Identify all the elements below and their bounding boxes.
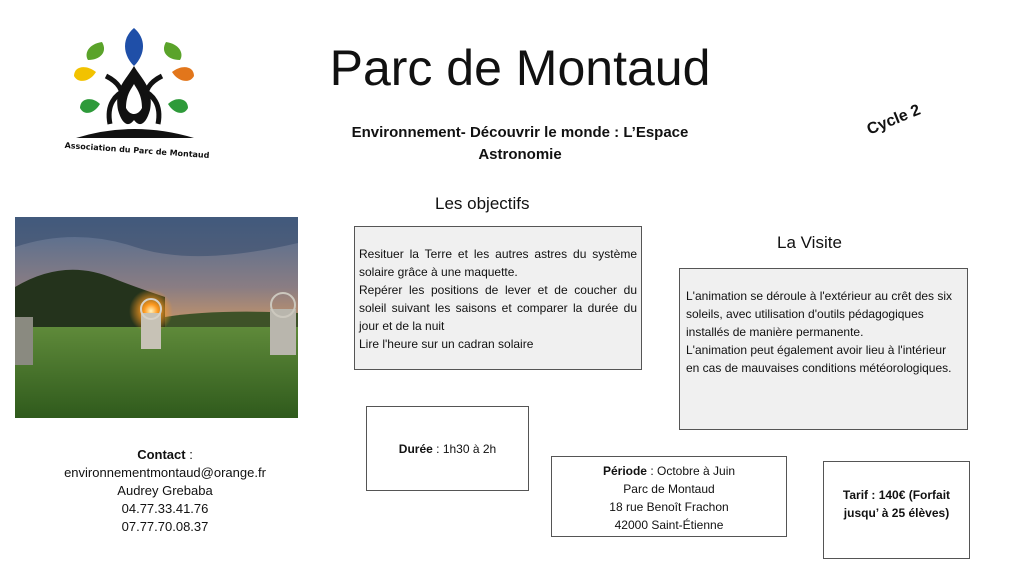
address-line: Parc de Montaud <box>623 482 715 496</box>
price-line-2: jusqu’ à 25 élèves) <box>843 506 950 520</box>
objective-item: Resituer la Terre et les autres astres du système solaire grâce à une maquette. <box>359 247 637 279</box>
objectives-box <box>354 226 642 370</box>
duration-value: 1h30 à 2h <box>442 441 497 456</box>
contact-phone[interactable]: 07.77.70.08.37 <box>121 519 209 534</box>
duration-box <box>366 406 529 491</box>
period-box <box>551 456 787 537</box>
sunset-photo <box>15 217 298 418</box>
page-subtitle <box>330 122 710 166</box>
price-box <box>823 461 970 559</box>
address-line: 42000 Saint-Étienne <box>614 518 724 532</box>
address-line: 18 rue Benoît Frachon <box>609 500 729 514</box>
contact-email[interactable]: environnementmontaud@orange.fr <box>64 465 266 480</box>
cycle-label: Cycle 2 <box>864 101 923 139</box>
period-value: : Octobre à Juin <box>646 464 736 478</box>
objective-item: Repérer les positions de lever et de coucher du soleil suivant les saisons et comparer la durée du jour et de la nuit <box>359 283 637 333</box>
contact-block <box>40 446 290 536</box>
contact-label: Contact <box>137 447 186 462</box>
objectives-heading: Les objectifs <box>435 194 530 213</box>
contact-separator: : <box>185 447 193 462</box>
contact-phone[interactable]: 04.77.33.41.76 <box>121 501 209 516</box>
visit-box <box>679 268 968 430</box>
sunset-sundial-photo <box>15 217 298 418</box>
logo-caption: Association du Parc de Montaud <box>64 140 210 161</box>
subtitle-line-1: Environnement- Découvrir le monde : L’Espace <box>351 124 689 141</box>
objective-item: Lire l'heure sur un cadran solaire <box>359 337 534 351</box>
visit-paragraph: L'animation peut également avoir lieu à l'intérieur en cas de mauvaises conditions météorologiques. <box>686 343 952 375</box>
tree-logo-icon <box>66 24 216 149</box>
page-title: Parc de Montaud <box>329 40 711 96</box>
visit-paragraph: L'animation se déroule à l'extérieur au crêt des six soleils, avec utilisation d'outils pédagogiques installés de manière permanente. <box>686 289 953 339</box>
duration-separator: : <box>432 441 443 456</box>
subtitle-line-2: Astronomie <box>478 146 562 163</box>
price-line-1: Tarif : 140€ (Forfait <box>842 488 951 502</box>
duration-label: Durée <box>398 441 433 456</box>
visit-heading: La Visite <box>777 233 842 252</box>
contact-name: Audrey Grebaba <box>117 483 213 498</box>
period-label: Période <box>602 464 647 478</box>
